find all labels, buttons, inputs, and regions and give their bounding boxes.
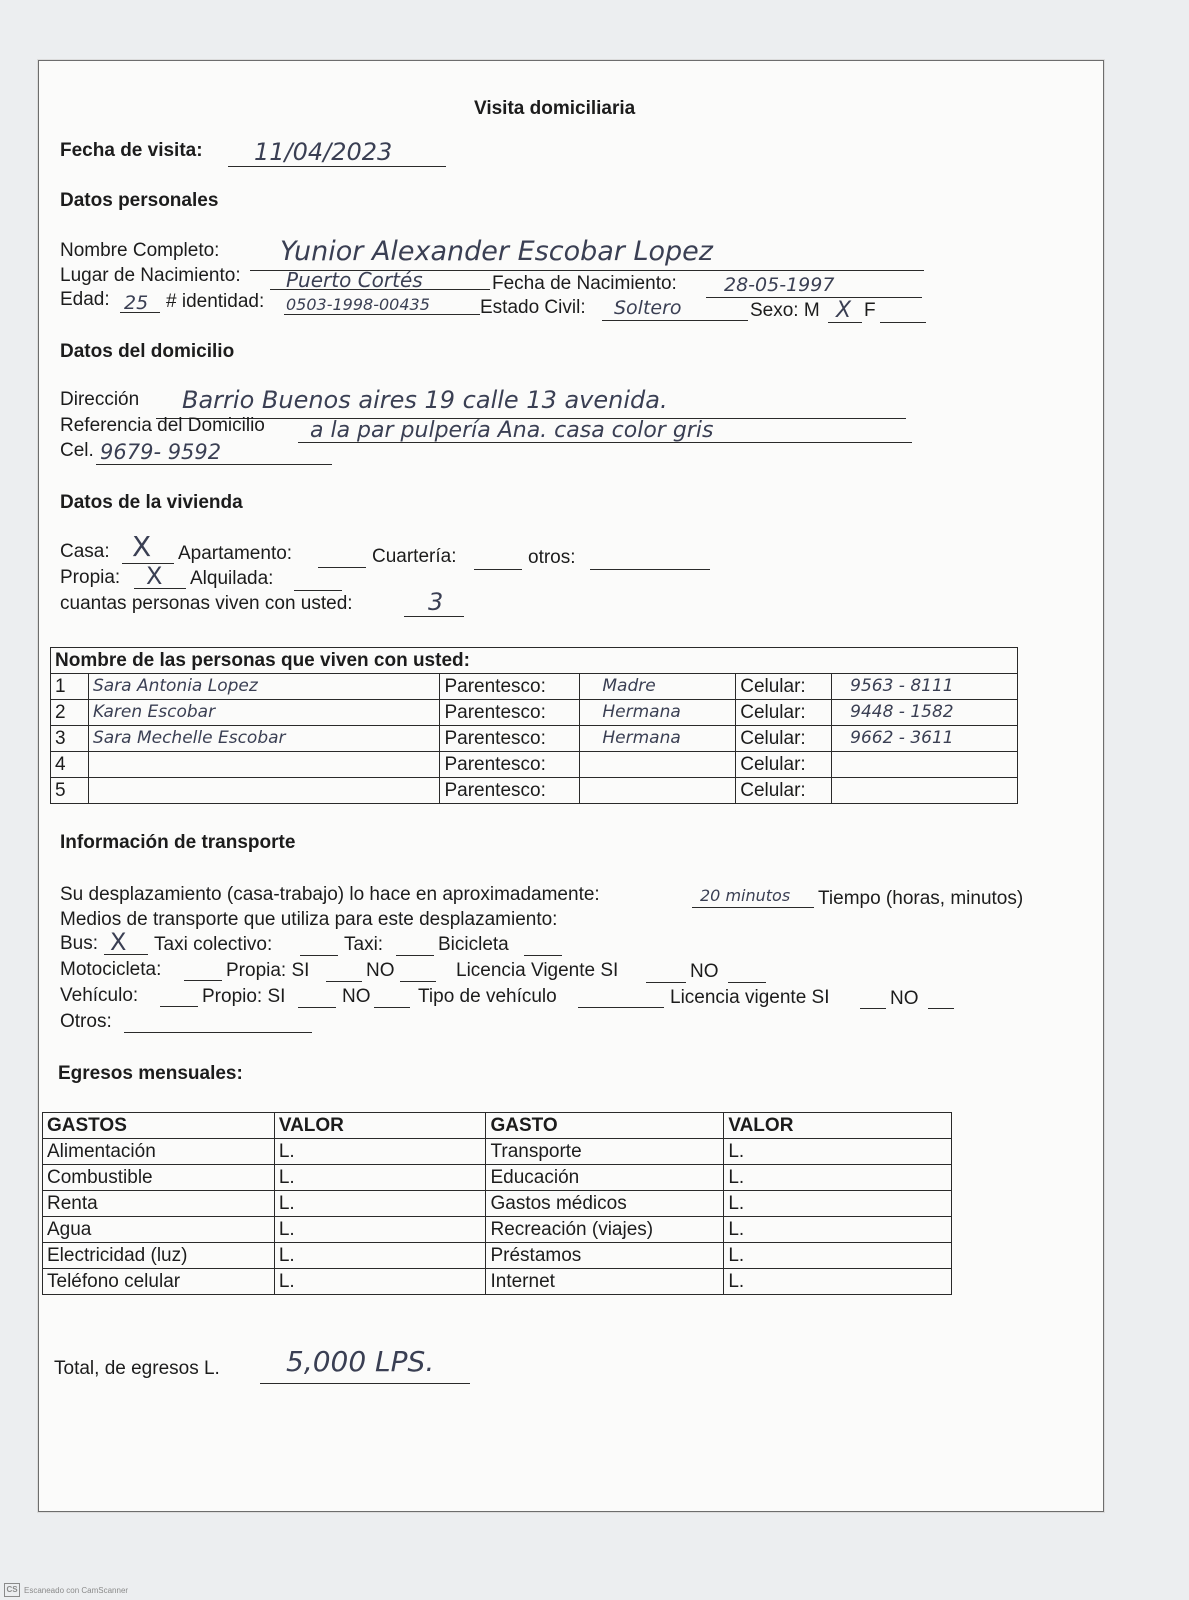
expenses-header-row <box>43 1113 952 1139</box>
expenses-col-gastos: GASTOS <box>43 1113 275 1139</box>
expense-right: Gastos médicos <box>486 1191 724 1217</box>
commute-label: Su desplazamiento (casa-trabajo) lo hace en aproximadamente: <box>60 884 600 905</box>
form-title: Visita domiciliaria <box>474 98 636 119</box>
row-number: 1 <box>51 674 89 700</box>
bus-mark: X <box>110 928 127 956</box>
row-number: 2 <box>51 700 89 726</box>
bicicleta-label: Bicicleta <box>438 934 509 955</box>
person-phone: 9662 - 3611 <box>832 726 1018 752</box>
otros-label: otros: <box>528 547 576 568</box>
expense-left: Agua <box>43 1217 275 1243</box>
moto-propia-si-label: Propia: SI <box>226 960 310 981</box>
casa-mark: X <box>132 530 152 563</box>
people-table <box>50 647 1018 804</box>
vehiculo-label: Vehículo: <box>60 985 139 1006</box>
expense-right: Internet <box>486 1269 724 1295</box>
expense-right: Transporte <box>486 1139 724 1165</box>
address-value: Barrio Buenos aires 19 calle 13 avenida. <box>182 386 668 414</box>
expense-right-value: L. <box>724 1165 952 1191</box>
table-row <box>43 1165 952 1191</box>
total-label: Total, de egresos L. <box>54 1358 220 1379</box>
table-row <box>43 1269 952 1295</box>
moto-propia-no-label: NO <box>366 960 395 981</box>
celular-label: Celular: <box>736 674 832 700</box>
table-row <box>43 1191 952 1217</box>
means-label: Medios de transporte que utiliza para este desplazamiento: <box>60 909 558 930</box>
celular-label: Celular: <box>736 752 832 778</box>
transport-heading: Información de transporte <box>60 832 296 853</box>
scanner-footer <box>4 1583 128 1597</box>
relation-label: Parentesco: <box>440 700 580 726</box>
expense-left: Teléfono celular <box>43 1269 275 1295</box>
visit-date-value: 11/04/2023 <box>254 138 393 166</box>
phone-label: Cel. <box>60 440 94 461</box>
expense-right-value: L. <box>724 1243 952 1269</box>
commute-value: 20 minutos <box>700 886 791 905</box>
casa-label: Casa: <box>60 541 110 562</box>
total-value: 5,000 LPS. <box>286 1345 435 1378</box>
people-table-header: Nombre de las personas que viven con usted: <box>51 648 1018 674</box>
expense-right: Educación <box>486 1165 724 1191</box>
address-label: Dirección <box>60 389 140 410</box>
birthplace-value: Puerto Cortés <box>286 268 423 292</box>
celular-label: Celular: <box>736 700 832 726</box>
expenses-col-valor: VALOR <box>274 1113 486 1139</box>
tipo-vehiculo-label: Tipo de vehículo <box>418 986 557 1007</box>
bus-label: Bus: <box>60 933 99 954</box>
person-relation: Hermana <box>580 726 736 752</box>
expense-left-value: L. <box>274 1139 486 1165</box>
people-table-header-row <box>51 648 1018 674</box>
table-row <box>43 1217 952 1243</box>
persons-count-label: cuantas personas viven con usted: <box>60 593 353 614</box>
expense-right-value: L. <box>724 1191 952 1217</box>
person-phone: 9563 - 8111 <box>832 674 1018 700</box>
id-value: 0503-1998-00435 <box>286 295 430 314</box>
expense-right-value: L. <box>724 1269 952 1295</box>
expense-left: Combustible <box>43 1165 275 1191</box>
birthdate-label: Fecha de Nacimiento: <box>492 273 677 294</box>
sex-label-m: Sexo: M <box>750 300 820 321</box>
person-phone <box>832 752 1018 778</box>
expense-left: Electricidad (luz) <box>43 1243 275 1269</box>
expenses-heading: Egresos mensuales: <box>58 1063 243 1084</box>
person-name <box>88 752 440 778</box>
expense-left: Alimentación <box>43 1139 275 1165</box>
vehiculo-licencia-si-label: Licencia vigente SI <box>670 987 830 1008</box>
row-number: 3 <box>51 726 89 752</box>
id-label: # identidad: <box>166 291 265 312</box>
person-relation <box>580 778 736 804</box>
reference-value: a la par pulpería Ana. casa color gris <box>310 418 714 443</box>
age-value: 25 <box>124 292 149 314</box>
person-name <box>88 778 440 804</box>
expense-right: Préstamos <box>486 1243 724 1269</box>
expense-right: Recreación (viajes) <box>486 1217 724 1243</box>
relation-label: Parentesco: <box>440 778 580 804</box>
alquilada-label: Alquilada: <box>190 568 274 589</box>
persons-count-value: 3 <box>428 588 444 616</box>
civil-status-value: Soltero <box>614 297 682 319</box>
taxi-label: Taxi: <box>344 934 384 955</box>
table-row <box>51 752 1018 778</box>
camscanner-logo-icon: CS <box>4 1583 20 1597</box>
table-row <box>43 1243 952 1269</box>
scanner-text: Escaneado con CamScanner <box>24 1585 129 1595</box>
person-relation <box>580 752 736 778</box>
expenses-table <box>42 1112 952 1295</box>
visit-date-label: Fecha de visita: <box>60 140 203 161</box>
table-row <box>51 674 1018 700</box>
person-phone: 9448 - 1582 <box>832 700 1018 726</box>
row-number: 5 <box>51 778 89 804</box>
relation-label: Parentesco: <box>440 674 580 700</box>
row-number: 4 <box>51 752 89 778</box>
expense-left: Renta <box>43 1191 275 1217</box>
commute-unit: Tiempo (horas, minutos) <box>818 888 1024 909</box>
home-heading: Datos del domicilio <box>60 341 235 362</box>
expense-left-value: L. <box>274 1191 486 1217</box>
birthdate-value: 28-05-1997 <box>724 274 835 296</box>
table-row <box>43 1139 952 1165</box>
expense-right-value: L. <box>724 1217 952 1243</box>
personal-heading: Datos personales <box>60 190 219 211</box>
person-name: Sara Antonia Lopez <box>88 674 440 700</box>
celular-label: Celular: <box>736 778 832 804</box>
person-name: Karen Escobar <box>88 700 440 726</box>
full-name-value: Yunior Alexander Escobar Lopez <box>280 236 713 267</box>
expenses-col-valor-2: VALOR <box>724 1113 952 1139</box>
propia-label: Propia: <box>60 567 121 588</box>
person-relation: Madre <box>580 674 736 700</box>
expense-left-value: L. <box>274 1217 486 1243</box>
housing-heading: Datos de la vivienda <box>60 492 243 513</box>
table-row <box>51 700 1018 726</box>
motocicleta-label: Motocicleta: <box>60 959 162 980</box>
vehiculo-propio-si-label: Propio: SI <box>202 986 286 1007</box>
civil-status-label: Estado Civil: <box>480 297 586 318</box>
expenses-col-gasto: GASTO <box>486 1113 724 1139</box>
full-name-label: Nombre Completo: <box>60 240 220 261</box>
relation-label: Parentesco: <box>440 726 580 752</box>
expense-left-value: L. <box>274 1269 486 1295</box>
cuarteria-label: Cuartería: <box>372 546 457 567</box>
expense-left-value: L. <box>274 1243 486 1269</box>
sex-label-f: F <box>864 300 876 321</box>
otros-transporte-label: Otros: <box>60 1011 112 1032</box>
moto-licencia-no-label: NO <box>690 961 719 982</box>
person-phone <box>832 778 1018 804</box>
person-relation: Hermana <box>580 700 736 726</box>
taxi-colectivo-label: Taxi colectivo: <box>154 934 273 955</box>
relation-label: Parentesco: <box>440 752 580 778</box>
table-row <box>51 726 1018 752</box>
propia-mark: X <box>146 562 163 590</box>
sex-mark: X <box>836 298 852 323</box>
reference-label: Referencia del Domicilio <box>60 415 265 436</box>
person-name: Sara Mechelle Escobar <box>88 726 440 752</box>
celular-label: Celular: <box>736 726 832 752</box>
expense-left-value: L. <box>274 1165 486 1191</box>
vehiculo-propio-no-label: NO <box>342 986 371 1007</box>
birthplace-label: Lugar de Nacimiento: <box>60 265 241 286</box>
moto-licencia-si-label: Licencia Vigente SI <box>456 960 619 981</box>
vehiculo-licencia-no-label: NO <box>890 988 919 1009</box>
apartamento-label: Apartamento: <box>178 543 293 564</box>
table-row <box>51 778 1018 804</box>
phone-value: 9679- 9592 <box>100 440 222 464</box>
age-label: Edad: <box>60 289 110 310</box>
expense-right-value: L. <box>724 1139 952 1165</box>
